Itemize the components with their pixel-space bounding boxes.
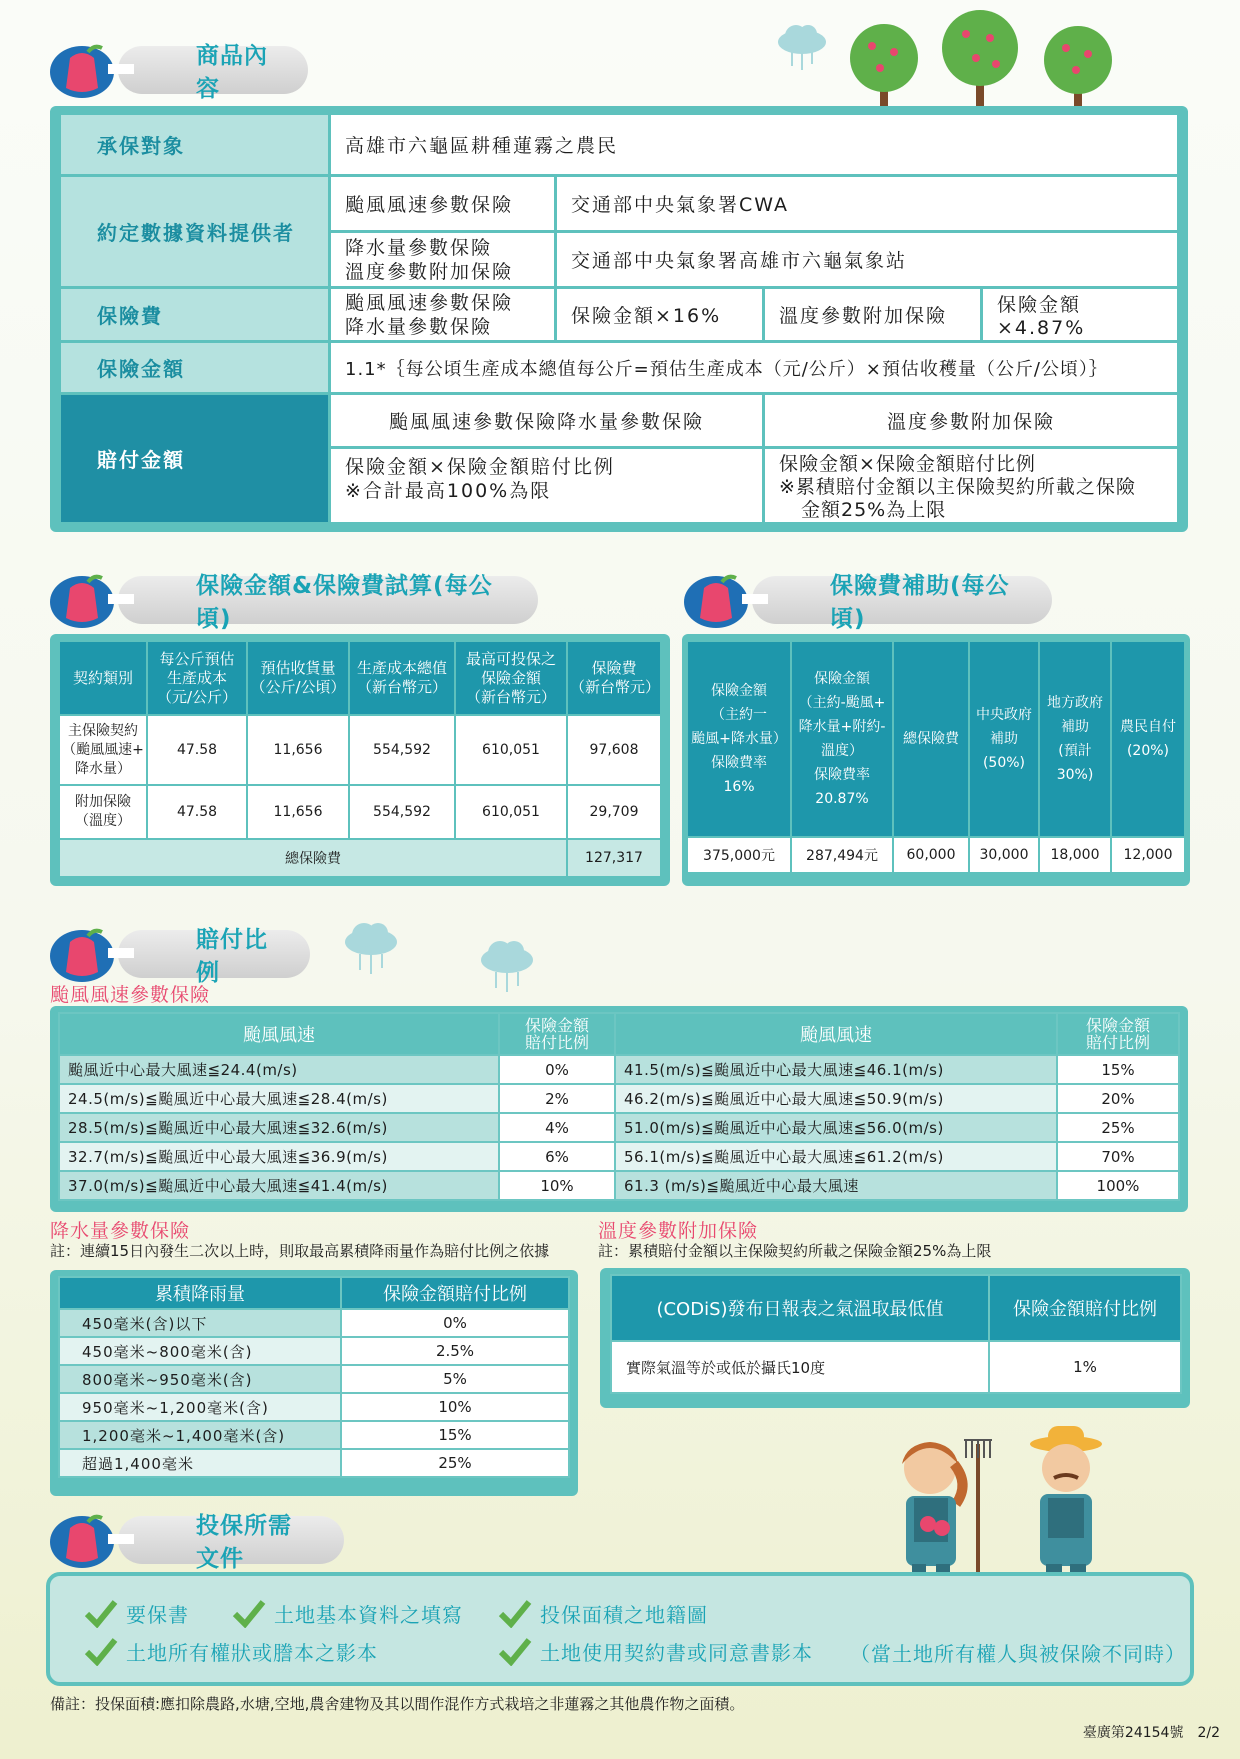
calc-header: 保險費 （新台幣元） <box>567 641 661 715</box>
premium-rate: 保險金額×16% <box>556 288 764 342</box>
provider-item: 颱風風速參數保險 <box>330 176 556 232</box>
cloud-icon <box>774 22 830 72</box>
rain-table <box>58 1276 570 1478</box>
document-item: 土地所有權狀或謄本之影本 <box>84 1636 378 1666</box>
payout-label: 賠付金額 <box>60 394 330 524</box>
checkmark-icon <box>232 1598 266 1628</box>
table-row: 450毫米(含)以下 0% <box>59 1309 569 1337</box>
rain-header: 保險金額賠付比例 <box>341 1277 569 1309</box>
temp-note: 註：累積賠付金額以主保險契約所載之保險金額25%為上限 <box>598 1242 992 1260</box>
table-row: 950毫米~1,200毫米(含) 10% <box>59 1393 569 1421</box>
cloud-icon <box>476 938 538 994</box>
wax-apple-icon <box>48 38 138 100</box>
section-header-docs: 投保所需文件 <box>48 1508 344 1564</box>
table-row: 800毫米~950毫米(含) 5% <box>59 1365 569 1393</box>
wax-apple-icon <box>48 568 138 630</box>
document-note: （當土地所有權人與被保險不同時） <box>850 1642 1186 1666</box>
subsidy-header: 中央政府 補助 (50%) <box>969 641 1039 837</box>
footer-remark: 備註：投保面積:應扣除農路,水塘,空地,農舍建物及其以間作混作方式栽培之非蓮霧之其他農作物之面積。 <box>50 1695 745 1713</box>
calc-header: 契約類別 <box>59 641 147 715</box>
table-row: 1,200毫米~1,400毫米(含) 15% <box>59 1421 569 1449</box>
cloud-icon <box>340 920 402 976</box>
wind-header: 颱風風速 <box>59 1013 499 1055</box>
premium-label: 保險費 <box>60 288 330 342</box>
temp-header: 保險金額賠付比例 <box>989 1275 1181 1341</box>
footer-code: 臺廣第24154號 2/2 <box>1082 1725 1220 1741</box>
temp-title: 溫度參數附加保險 <box>598 1220 759 1242</box>
table-row: 主保險契約 （颱風風速+ 降水量） 47.58 11,656 554,592 610,051 97,608 <box>59 715 661 785</box>
calc-header: 每公斤預估 生產成本 （元/公斤） <box>147 641 247 715</box>
total-row <box>59 839 661 877</box>
section-header-subsidy: 保險費補助(每公頃) <box>682 568 1052 624</box>
calc-table <box>58 640 662 878</box>
payout-head: 溫度參數附加保險 <box>764 394 1179 448</box>
table-row: 450毫米~800毫米(含) 2.5% <box>59 1337 569 1365</box>
section-header-ratio: 賠付比例 <box>48 922 310 978</box>
subsidy-header: 保險金額 （主約-颱風+ 降水量+附約- 溫度） 保險費率 20.87% <box>791 641 893 837</box>
rain-title: 降水量參數保險 <box>50 1220 191 1242</box>
temp-table <box>610 1274 1182 1394</box>
calc-header: 最高可投保之 保險金額 （新台幣元） <box>455 641 567 715</box>
table-row: 32.7(m/s)≦颱風近中心最大風速≦36.9(m/s) 6% 56.1(m/s)≦颱風近中心最大風速≦61.2(m/s) 70% <box>59 1142 1179 1171</box>
premium-item: 溫度參數附加保險 <box>764 288 982 342</box>
rain-header: 累積降雨量 <box>59 1277 341 1309</box>
document-item: 土地基本資料之填寫 <box>232 1598 463 1628</box>
provider-label: 約定數據資料提供者 <box>60 176 330 288</box>
document-item: 要保書 <box>84 1598 189 1628</box>
provider-value: 交通部中央氣象署高雄市六龜氣象站 <box>556 232 1179 288</box>
rain-note: 註：連續15日內發生二次以上時，則取最高累積降雨量作為賠付比例之依據 <box>50 1242 550 1260</box>
wax-apple-icon <box>48 922 138 984</box>
table-row: 超過1,400毫米 25% <box>59 1449 569 1477</box>
provider-value: 交通部中央氣象署CWA <box>556 176 1179 232</box>
sum-value: 1.1*｛每公頃生產成本總值每公斤=預估生產成本（元/公斤）×預估收穫量（公斤/公頃）｝ <box>330 342 1179 394</box>
documents-box <box>46 1572 1194 1686</box>
section-header-calc: 保險金額&保險費試算(每公頃) <box>48 568 538 624</box>
subsidy-header: 保險金額 （主約一 颱風+降水量） 保險費率 16% <box>687 641 791 837</box>
table-row: 24.5(m/s)≦颱風近中心最大風速≦28.4(m/s) 2% 46.2(m/s)≦颱風近中心最大風速≦50.9(m/s) 20% <box>59 1084 1179 1113</box>
document-item: 土地使用契約書或同意書影本 <box>498 1636 813 1666</box>
payout-text: 保險金額×保險金額賠付比例 ※合計最高100%為限 <box>330 448 764 524</box>
table-row: 37.0(m/s)≦颱風近中心最大風速≦41.4(m/s) 10% 61.3 (m/s)≦颱風近中心最大風速 100% <box>59 1171 1179 1200</box>
table-row: 375,000元 287,494元 60,000 30,000 18,000 12,000 <box>687 837 1185 873</box>
subsidy-header: 地方政府 補助 (預計30%) <box>1039 641 1111 837</box>
table-row: 颱風近中心最大風速≦24.4(m/s) 0% 41.5(m/s)≦颱風近中心最大風速≦46.1(m/s) 15% <box>59 1055 1179 1084</box>
provider-item: 降水量參數保險 溫度參數附加保險 <box>330 232 556 288</box>
checkmark-icon <box>84 1598 118 1628</box>
insured-label: 承保對象 <box>60 114 330 176</box>
insured-value: 高雄市六龜區耕種蓮霧之農民 <box>330 114 1179 176</box>
wax-apple-icon <box>682 568 772 630</box>
table-row: 28.5(m/s)≦颱風近中心最大風速≦32.6(m/s) 4% 51.0(m/s)≦颱風近中心最大風速≦56.0(m/s) 25% <box>59 1113 1179 1142</box>
payout-head: 颱風風速參數保險降水量參數保險 <box>330 394 764 448</box>
premium-item: 颱風風速參數保險 降水量參數保險 <box>330 288 556 342</box>
wind-header: 颱風風速 <box>615 1013 1057 1055</box>
section-header-product: 商品內容 <box>48 38 308 94</box>
checkmark-icon <box>498 1598 532 1628</box>
calc-header: 預估收貨量 （公斤/公頃） <box>247 641 349 715</box>
table-row: 附加保險 （溫度） 47.58 11,656 554,592 610,051 29,709 <box>59 785 661 839</box>
temp-header: (CODiS)發布日報表之氣溫取最低值 <box>611 1275 989 1341</box>
wind-header: 保險金額 賠付比例 <box>499 1013 615 1055</box>
total-premium-label: 總保險費 <box>59 839 567 877</box>
checkmark-icon <box>498 1636 532 1666</box>
subsidy-table <box>686 640 1186 874</box>
wax-apple-icon <box>48 1508 138 1570</box>
subsidy-header: 農民自付 (20%) <box>1111 641 1185 837</box>
wind-title: 颱風風速參數保險 <box>50 984 211 1006</box>
product-table <box>58 112 1180 525</box>
subsidy-header: 總保險費 <box>893 641 969 837</box>
trees-illustration <box>840 8 1130 114</box>
wind-table <box>58 1012 1180 1201</box>
wind-header: 保險金額 賠付比例 <box>1057 1013 1179 1055</box>
total-premium-value: 127,317 <box>567 839 661 877</box>
table-row: 實際氣溫等於或低於攝氏10度 1% <box>611 1341 1181 1393</box>
checkmark-icon <box>84 1636 118 1666</box>
calc-header: 生產成本總值 （新台幣元） <box>349 641 455 715</box>
document-item: 投保面積之地籍圖 <box>498 1598 708 1628</box>
premium-rate: 保險金額×4.87% <box>982 288 1179 342</box>
sum-label: 保險金額 <box>60 342 330 394</box>
payout-text: 保險金額×保險金額賠付比例 ※累積賠付金額以主保險契約所載之保險 金額25%為上限 <box>764 448 1179 524</box>
